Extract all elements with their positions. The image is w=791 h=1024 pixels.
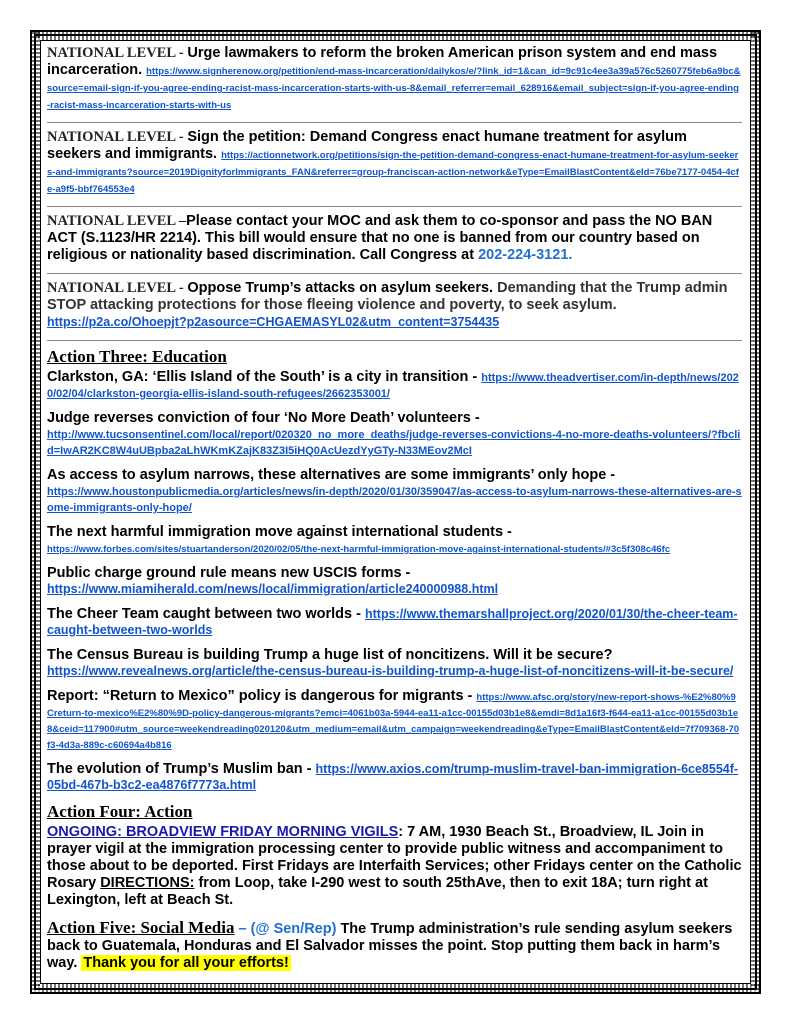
article-link[interactable]: https://www.revealnews.org/article/the-census-bureau-is-building-trump-a-huge-list-of-noncitizens-will-it-be-secure/ [47,664,734,678]
divider [47,206,742,207]
item-text: Oppose Trump’s attacks on asylum seekers. [187,280,494,296]
national-item: NATIONAL LEVEL - Oppose Trump’s attacks on asylum seekers. Demanding that the Trump admin STOP attacking protections for those fleeing violence and poverty, to seek asylum. https://p2a.co/Ohoepjt?p2asource=CHGAEMASYL02&utm_content=3754435 [47,280,728,329]
level-label: NATIONAL LEVEL [47,129,176,145]
item-text: Sign the petition: Demand Congress enact humane treatment for asylum seekers and immigrants. [47,129,687,162]
article-item [47,688,742,752]
item-text-detail: Demanding that the Trump admin STOP attacking protections for those fleeing violence and poverty, to seek asylum. [47,280,728,313]
section-heading-social: Action Five: Social Media [47,918,235,937]
article-title: Public charge ground rule means new USCIS forms - [47,565,411,581]
article-title: As access to asylum narrows, these alternatives are some immigrants’ only hope - [47,467,616,483]
article-link[interactable]: https://www.theadvertiser.com/in-depth/news/2020/02/04/clarkston-georgia-ellis-island-south-refugees/2662353001/ [47,372,739,400]
article-title: The next harmful immigration move against international students - [47,524,512,540]
article-link[interactable]: https://www.forbes.com/sites/stuartanderson/2020/02/05/the-next-harmful-immigration-move-against-international-students/#3c5f308c46fc [47,544,671,555]
article-title: The Cheer Team caught between two worlds - [47,606,361,622]
article-link[interactable]: https://www.miamiherald.com/news/local/immigration/article240000988.html [47,582,499,596]
social-handle: (@ Sen/Rep) [250,921,337,937]
national-item: NATIONAL LEVEL –Please contact your MOC and ask them to co-sponsor and pass the NO BAN ACT (S.1123/HR 2214). This bill would ensure that no one is banned from our country based on religious or nationality based discrimination. Call Congress at 202-224-3121. [47,213,713,263]
article-title: Clarkston, GA: ‘Ellis Island of the South’ is a city in transition - [47,369,478,385]
article-title: The evolution of Trump’s Muslim ban - [47,761,312,777]
petition-link[interactable]: https://p2a.co/Ohoepjt?p2asource=CHGAEMASYL02&utm_content=3754435 [47,315,500,329]
social-text: The Trump administration’s rule sending asylum seekers back to Guatemala, Honduras and El Salvador misses the point. Stop putting them back in harm’s way. [47,921,733,971]
vigil-item: ONGOING: BROADVIEW FRIDAY MORNING VIGILS: 7 AM, 1930 Beach St., Broadview, IL Join in prayer vigil at the immigration processing center to provide public witness and accompaniment to those about to be deported. First Fridays are Interfaith Services; other Fridays center on the Catholic Rosary DIRECTIONS: from Loop, take I-290 west to south 25thAve, then to exit 18A; turn right at Lexington, left at Beach St. [47,824,742,908]
social-item: Action Five: Social Media – (@ Sen/Rep) The Trump administration’s rule sending asylum seekers back to Guatemala, Honduras and El Salvador misses the point. Stop putting them back in harm’s way. Thank you for all your efforts! [47,918,733,971]
article-item [47,761,742,793]
document-body [47,45,742,981]
article-item [47,467,742,515]
article-item [47,647,742,679]
divider [47,273,742,274]
national-item: NATIONAL LEVEL - Sign the petition: Demand Congress enact humane treatment for asylum seekers and immigrants. https://actionnetwork.org/petitions/sign-the-petition-demand-congress-enact-humane-treatment-for-asylum-seekers-and-immigrants?source=2019DignityforImmigrants_FAN&referrer=group-franciscan-action-network&eType=EmailBlastContent&eId=76be7177-0454-4cfe-a9f5-bbf764553e4 [47,129,739,195]
section-heading-education: Action Three: Education [47,347,227,366]
item-text: Urge lawmakers to reform the broken American prison system and end mass incarceration. [47,45,718,78]
article-link[interactable]: https://www.themarshallproject.org/2020/01/30/the-cheer-team-caught-between-two-worlds [47,607,738,637]
level-label: NATIONAL LEVEL [47,280,176,296]
article-link[interactable]: https://www.axios.com/trump-muslim-travel-ban-immigration-6ce8554f-05bd-467b-b3c2-ea4876f7773a.html [47,762,739,792]
divider [47,122,742,123]
thanks-note: Thank you for all your efforts! [83,955,289,971]
article-title: The Census Bureau is building Trump a huge list of noncitizens. Will it be secure? [47,647,613,663]
national-item: NATIONAL LEVEL - Urge lawmakers to reform the broken American prison system and end mass incarceration. https://www.signherenow.org/petition/end-mass-incarceration/dailykos/e/?link_id=1&can_id=9c91c4ee3a39a576c5260775feb6a9bc&source=email-sign-if-you-agree-ending-racist-mass-incarceration-starts-with-us-8&email_referrer=email_628916&email_subject=sign-if-you-agree-ending-racist-mass-incarceration-starts-with-us [47,45,741,111]
article-title: Report: “Return to Mexico” policy is dangerous for migrants - [47,688,473,704]
vigil-text: 7 AM, 1930 Beach St., Broadview, IL Join in prayer vigil at the immigration processing center to provide public witness and accompaniment to those about to be deported. First Fridays are Interfaith Services; other Fridays center on the Catholic Rosary [47,824,742,891]
directions-text: from Loop, take I-290 west to south 25thAve, then to exit 18A; turn right at Lexington, left at Beach St. [47,875,708,908]
article-link[interactable]: http://www.tucsonsentinel.com/local/report/020320_no_more_deaths/judge-reverses-convictions-4-no-more-deaths-volunteers/?fbclid=IwAR2KC8W4uUBpba2aLhWKmKZajK83Z3I5iHQ0AcUezdYyGTy-N33MEov2McI [47,429,741,457]
article-item [47,606,742,638]
article-item [47,565,742,597]
divider [47,340,742,341]
vigil-title[interactable]: ONGOING: BROADVIEW FRIDAY MORNING VIGILS [47,824,399,840]
article-title: Judge reverses conviction of four ‘No More Death’ volunteers - [47,410,480,426]
article-link[interactable]: https://www.houstonpublicmedia.org/articles/news/in-depth/2020/01/30/359047/as-access-to-asylum-narrows-these-alternatives-are-some-immigrants-only-hope/ [47,486,742,514]
section-heading-action: Action Four: Action [47,802,193,821]
level-label: NATIONAL LEVEL [47,45,176,61]
item-text: Please contact your MOC and ask them to co-sponsor and pass the NO BAN ACT (S.1123/HR 2214). This bill would ensure that no one is banned from our country based on religious or nationality based discrimination. Call Congress at [47,213,713,263]
level-label: NATIONAL LEVEL [47,213,176,229]
article-link[interactable]: https://www.afsc.org/story/new-report-shows-%E2%80%9Creturn-to-mexico%E2%80%9D-policy-dangerous-migrants?emci=4061b03a-5944-ea11-a1cc-00155d03b1e8&emdi=8d1a16f3-f644-ea11-a1cc-00155d03b1e8&ceid=117900#utm_source=weekendreading020120&utm_medium=email&utm_campaign=weekendreading&eType=EmailBlastContent&eId=7f709368-70f3-4d3a-889c-c60694a4b816 [47,692,740,751]
petition-link[interactable]: https://www.signherenow.org/petition/end-mass-incarceration/dailykos/e/?link_id=1&can_id=9c91c4ee3a39a576c5260775feb6a9bc&source=email-sign-if-you-agree-ending-racist-mass-incarceration-starts-with-us-8&email_referrer=email_628916&email_subject=sign-if-you-agree-ending-racist-mass-incarceration-starts-with-us [47,66,741,111]
article-item [47,524,742,556]
congress-phone[interactable]: 202-224-3121. [478,247,573,263]
article-item [47,369,742,401]
petition-link[interactable]: https://actionnetwork.org/petitions/sign-the-petition-demand-congress-enact-humane-treatment-for-asylum-seekers-and-immigrants?source=2019DignityforImmigrants_FAN&referrer=group-franciscan-action-network&eType=EmailBlastContent&eId=76be7177-0454-4cfe-a9f5-bbf764553e4 [47,150,739,195]
directions-label: DIRECTIONS: [100,875,195,891]
article-item [47,410,742,458]
